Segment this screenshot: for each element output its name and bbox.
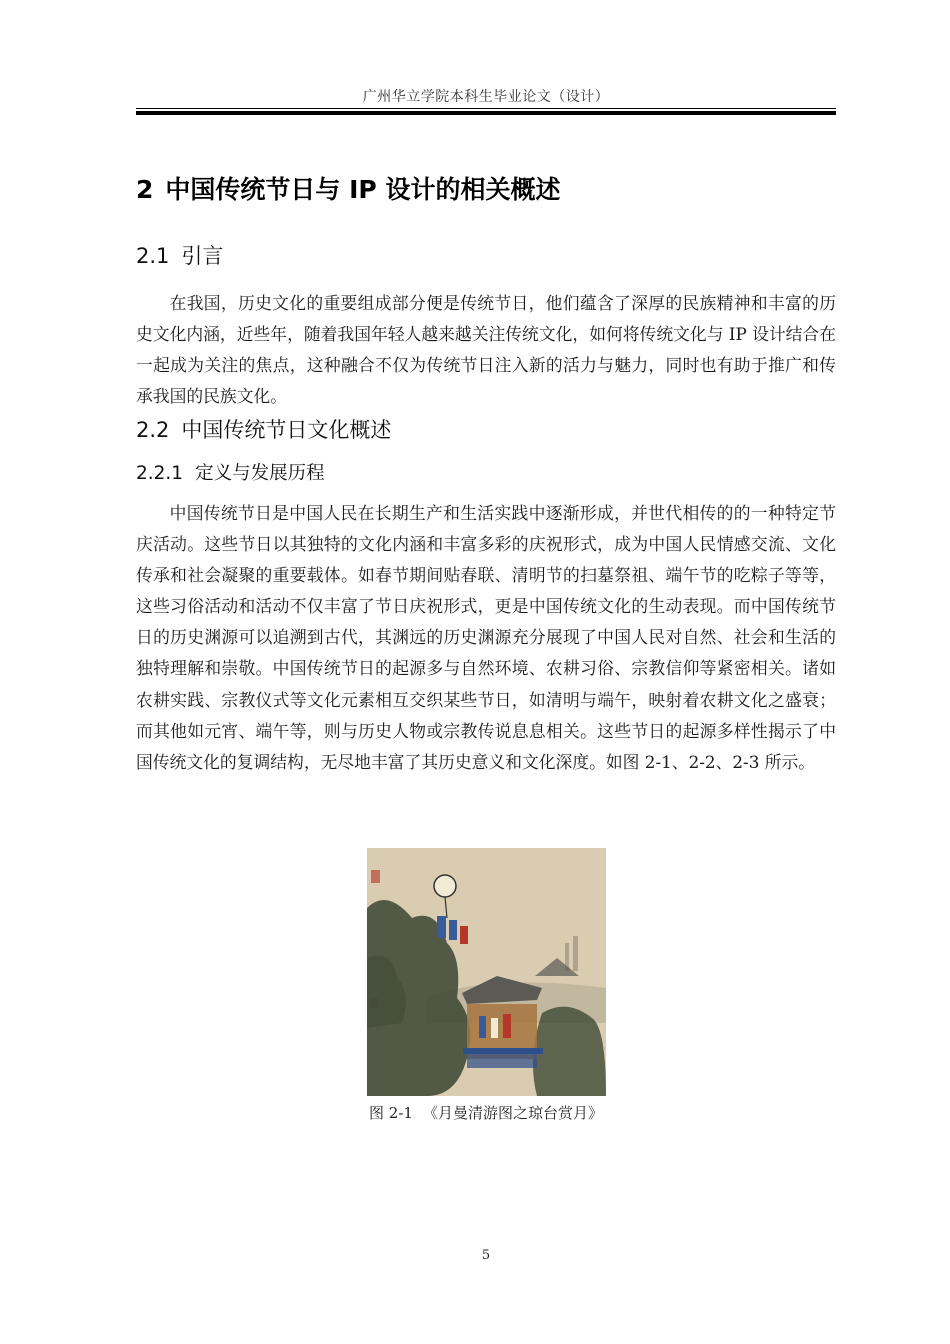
subsection-title-text: 定义与发展历程: [195, 463, 325, 484]
painting-image: [367, 848, 606, 1096]
lantern: [434, 875, 456, 897]
terrace-figure: [460, 926, 468, 944]
section-title-text: 中国传统节日文化概述: [181, 418, 392, 442]
distant-tower: [573, 936, 578, 971]
pavilion-figure: [503, 1014, 511, 1038]
section-heading-intro: [136, 240, 223, 270]
definition-paragraph: 中国传统节日是中国人民在长期生产和生活实践中逐渐形成，并世代相传的的一种特定节庆活动。这些节日以其独特的文化内涵和丰富多彩的庆祝形式，成为中国人民情感交流、文化传承和社会凝聚的重要载体。如春节期间贴春联、清明节的扫墓祭祖、端午节的吃粽子等等，这些习俗活动和活动不仅丰富了节日庆祝形式，更是中国传统文化的生动表现。而中国传统节日的历史渊源可以追溯到古代，其渊远的历史渊源充分展现了中国人民对自然、社会和生活的独特理解和崇敬。中国传统节日的起源多与自然环境、农耕习俗、宗教信仰等紧密相关。诸如农耕实践、宗教仪式等文化元素相互交织某些节日，如清明与端午，映射着农耕文化之盛衰；而其他如元宵、端午等，则与历史人物或宗教传说息息相关。这些节日的起源多样性揭示了中国传统文化的复调结构，无尽地丰富了其历史意义和文化深度。如图 2-1、2-2、2-3 所示。: [136, 503, 836, 772]
figure-caption: [136, 1102, 836, 1123]
pavilion-figure: [479, 1016, 486, 1038]
pavilion-railing: [463, 1048, 543, 1054]
figure-number: 图 2-1: [369, 1104, 413, 1122]
terrace-figure: [437, 916, 446, 938]
running-header: 广州华立学院本科生毕业论文（设计）: [362, 89, 610, 105]
chapter-number: 2: [136, 175, 154, 204]
subsection-number: 2.2.1: [136, 463, 184, 484]
chapter-title-text: 中国传统节日与 IP 设计的相关概述: [165, 175, 561, 204]
figure-caption-text: 《月曼清游图之琼台赏月》: [422, 1104, 603, 1122]
header-rule-thin: [136, 108, 836, 109]
section-number: 2.2: [136, 418, 170, 442]
header-rule-thick: [136, 111, 836, 115]
page-number: 5: [481, 1248, 491, 1263]
pavilion-base: [467, 1054, 537, 1068]
section-heading-festival-overview: [136, 414, 391, 444]
intro-paragraph: 在我国，历史文化的重要组成部分便是传统节日，他们蕴含了深厚的民族精神和丰富的历史文化内涵，近些年，随着我国年轻人越来越关注传统文化，如何将传统文化与 IP 设计结合在一起成为关注的焦点，这种融合不仅为传统节日注入新的活力与魅力，同时也有助于推广和传承我国的民族文化。: [136, 293, 836, 407]
chapter-title: [136, 170, 560, 206]
section-number: 2.1: [136, 244, 170, 268]
section-title-text: 引言: [181, 244, 224, 268]
subsection-heading-definition: [136, 459, 325, 485]
terrace-figure: [449, 920, 457, 940]
pavilion-figure: [491, 1018, 498, 1038]
seal-mark: [371, 870, 380, 883]
figure-painting: [367, 848, 606, 1096]
